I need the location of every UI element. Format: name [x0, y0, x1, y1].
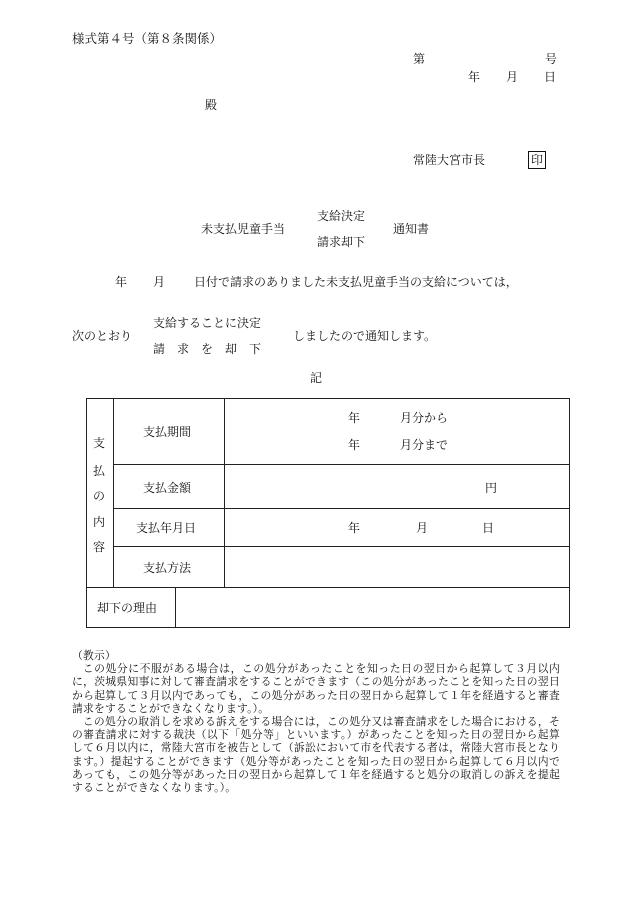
payment-date-label: 支払年月日 [136, 521, 197, 535]
table-border-bottom [86, 627, 570, 628]
period-from-rest: 月分から [400, 411, 449, 425]
date-day: 日 [544, 70, 557, 84]
body-lead: 次のとおり [72, 329, 133, 343]
row-divider-4 [86, 587, 570, 588]
amount-unit: 円 [485, 481, 498, 495]
payment-amount-label: 支払金額 [143, 481, 192, 495]
date-year: 年 [468, 70, 481, 84]
row-divider-1 [113, 464, 570, 465]
period-from-year: 年 [348, 411, 361, 425]
table-border-right [569, 398, 570, 628]
payment-date-day: 日 [482, 521, 495, 535]
row-divider-2 [113, 508, 570, 509]
side-label-divider [113, 398, 114, 587]
title-right: 通知書 [393, 222, 430, 236]
label-column-divider [224, 398, 225, 587]
document-number-suffix: 号 [545, 52, 558, 66]
issuer-name: 常陸大宮市長 [413, 153, 486, 167]
instruction-notes [72, 649, 560, 794]
body-year: 年 [115, 275, 128, 289]
period-to-year: 年 [348, 438, 361, 452]
side-label-char: 支 [93, 436, 106, 450]
reject-reason-divider [175, 587, 176, 628]
table-border-top [86, 398, 570, 399]
side-label-char: 内 [93, 515, 106, 529]
side-label-char: 払 [93, 464, 106, 478]
date-month: 月 [506, 70, 519, 84]
notes-paragraph: この処分に不服がある場合は，この処分があったことを知った日の翌日から起算して３月以内に，茨城県知事に対して審査請求をすることができます（この処分があったことを知った日の翌日から起算して３月以内であっても，この処分があった日の翌日から起算して１年を経過すると審査請求をすることができなくなります。）。 [72, 662, 560, 715]
form-number: 様式第４号（第８条関係） [72, 31, 223, 46]
side-label-char: の [93, 489, 106, 503]
side-label-char: 容 [93, 540, 106, 554]
row-divider-3 [113, 546, 570, 547]
title-option-grant: 支給決定 [317, 209, 366, 223]
payment-date-year: 年 [348, 521, 361, 535]
table-border-left [86, 398, 87, 628]
payment-method-label: 支払方法 [143, 561, 192, 575]
body-option-grant: 支給することに決定 [153, 316, 262, 330]
reject-reason-label: 却下の理由 [97, 601, 158, 615]
body-option-reject: 請 求 を 却 下 [153, 342, 262, 356]
title-option-reject: 請求却下 [317, 235, 366, 249]
body-sentence: 日付で請求のありました未支払児童手当の支給については， [194, 275, 518, 289]
payment-date-month: 月 [416, 521, 429, 535]
period-to-rest: 月分まで [400, 438, 449, 452]
payment-period-label: 支払期間 [143, 425, 192, 439]
body-tail: しましたので通知します。 [293, 329, 437, 343]
document-number-prefix: 第 [413, 52, 426, 66]
seal-mark: 印 [528, 151, 546, 169]
title-left: 未支払児童手当 [201, 222, 286, 236]
body-month: 月 [153, 275, 166, 289]
notes-paragraph: この処分の取消しを求める訴えをする場合には，この処分又は審査請求をした場合における，その審査請求に対する裁決（以下「処分等」といいます。）があったことを知った日の翌日から起算して６月以内に，常陸大宮市を被告として（訴訟において市を代表する者は，常陸大宮市長となります。）提起することができます（処分等があったことを知った日の翌日から起算して６月以内であっても，この処分等があった日の翌日から起算して１年を経過すると処分の取消しの訴えを提起することができなくなります。）。 [72, 715, 560, 795]
notes-heading: （教示） [72, 649, 116, 662]
ki-heading: 記 [310, 371, 323, 385]
addressee-honorific: 殿 [205, 98, 218, 112]
